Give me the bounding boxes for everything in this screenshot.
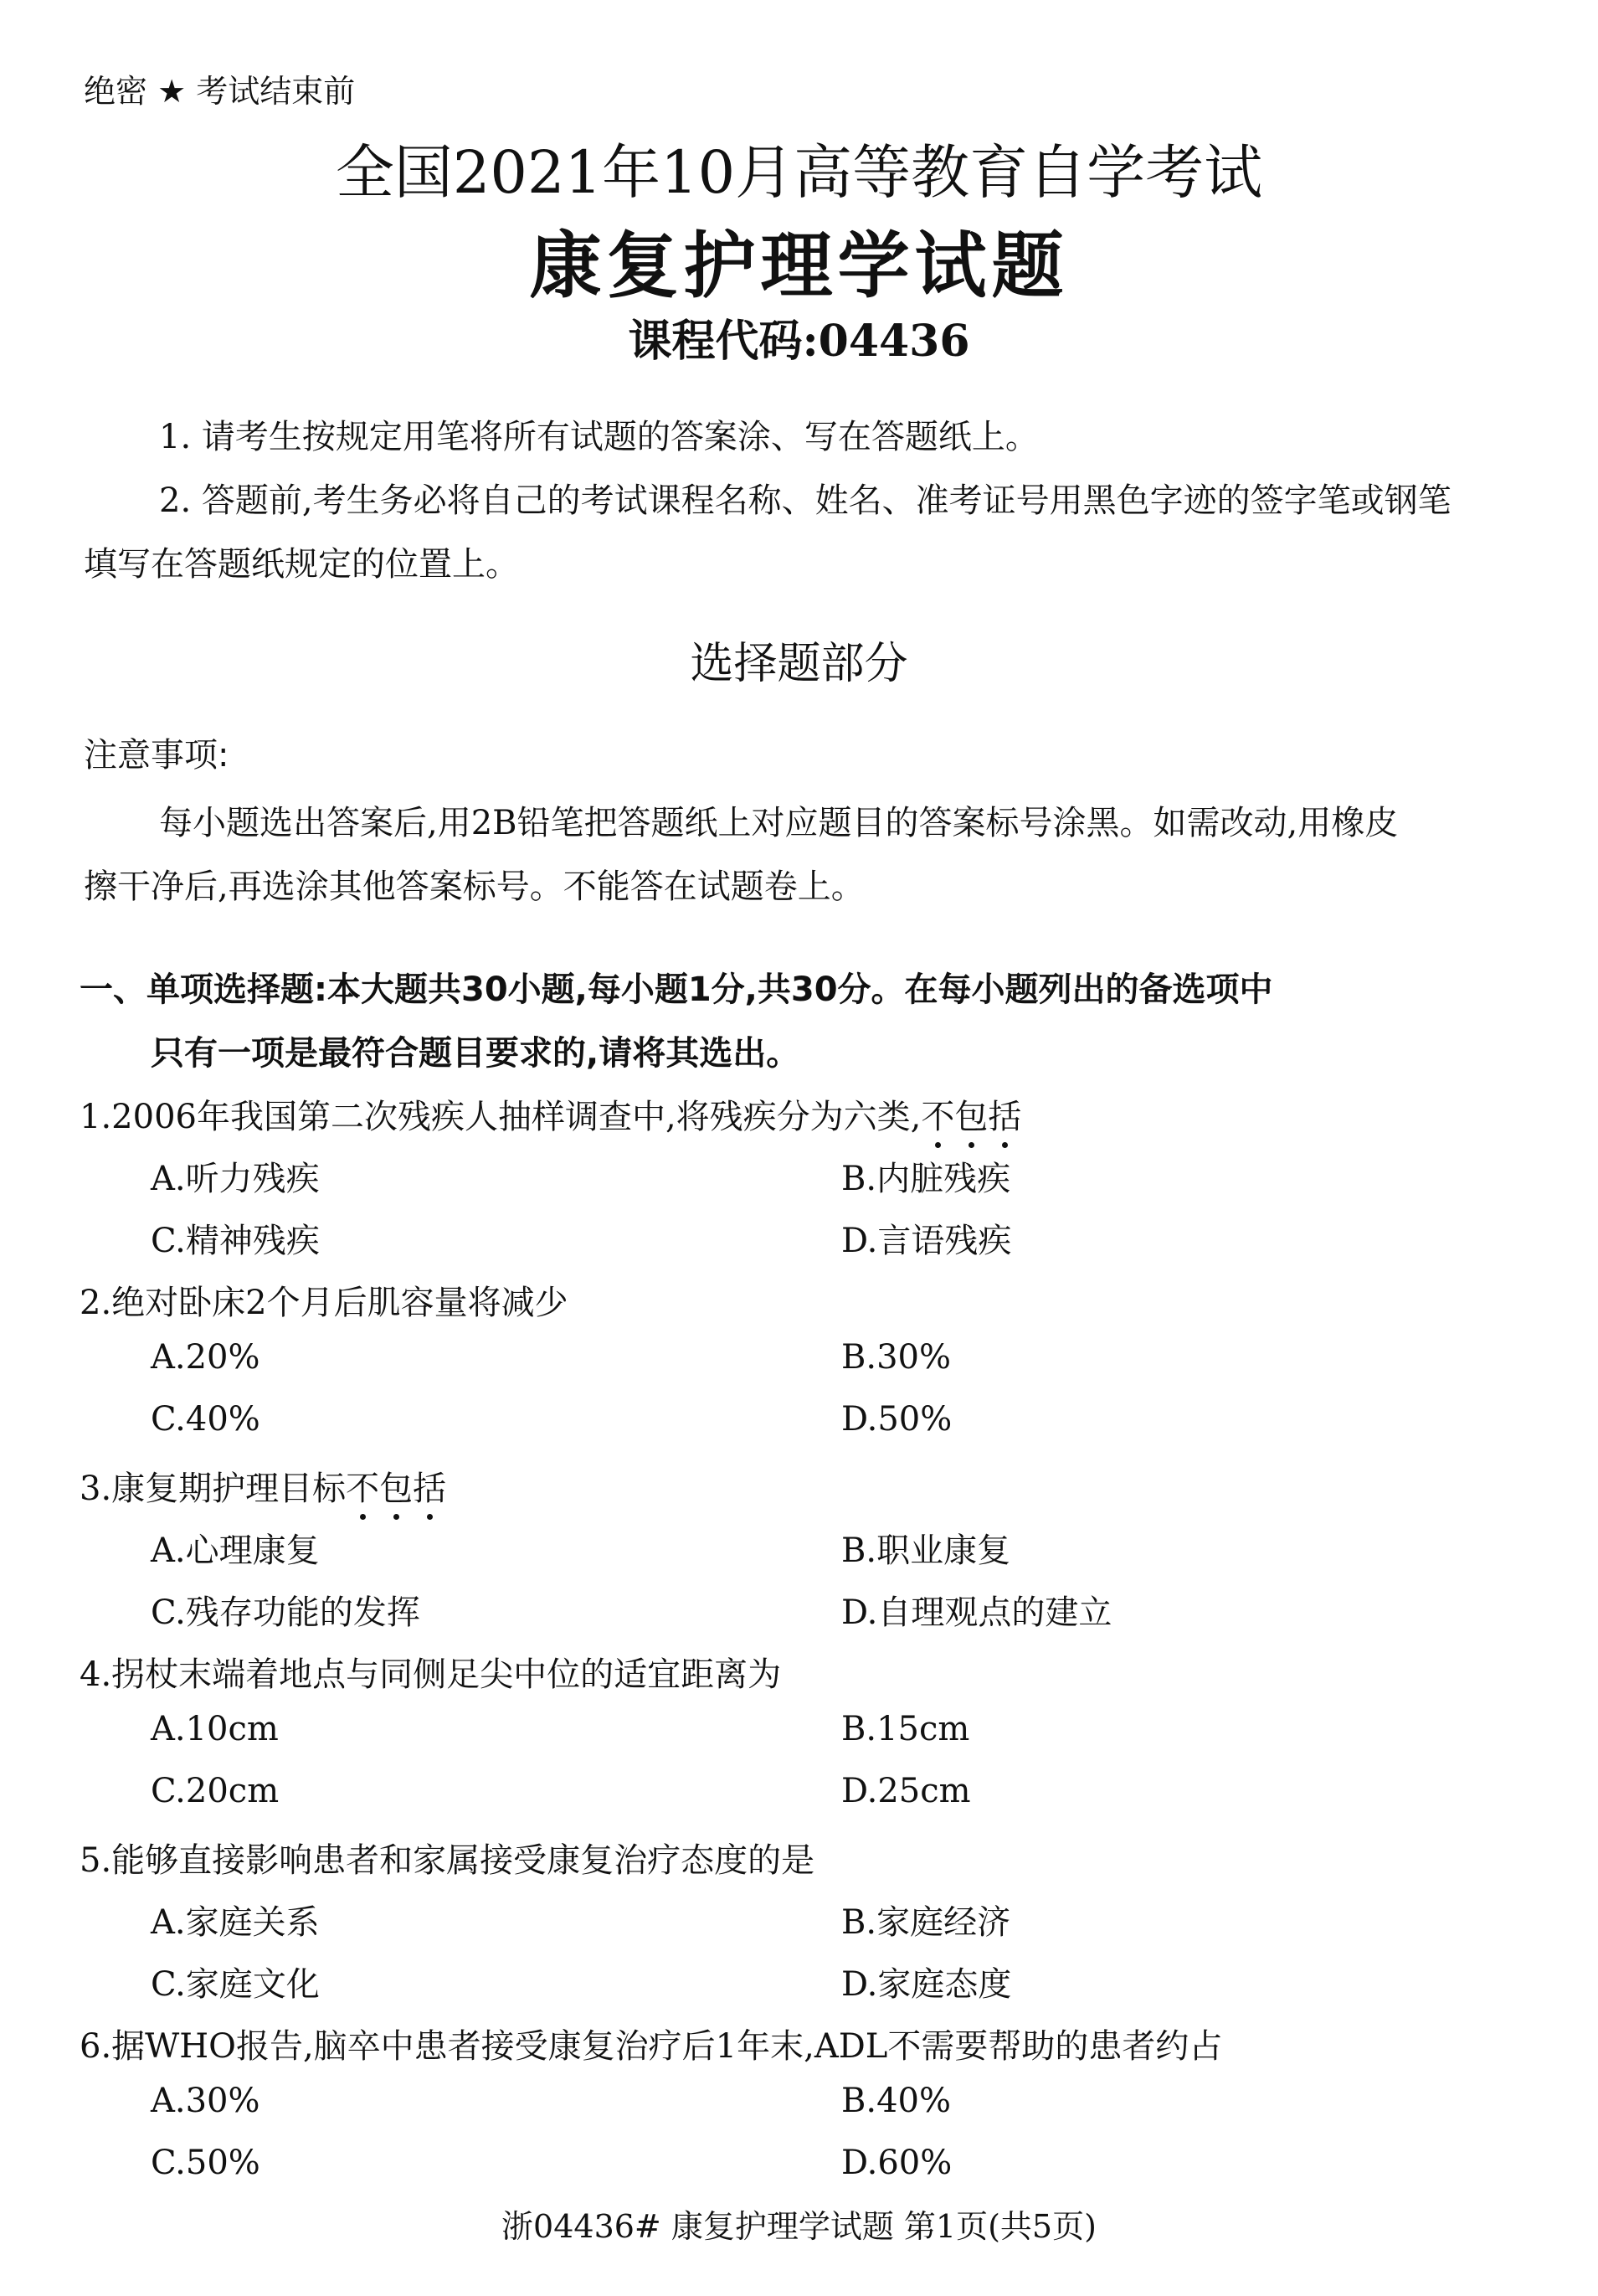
emphasis-char: 括 [988, 1090, 1021, 1138]
instruction-2-cont: 填写在答题纸规定的位置上。 [84, 545, 519, 584]
answer-option: B.职业康复 [841, 1532, 1011, 1570]
emphasis-char: 不 [346, 1462, 379, 1510]
course-code: 课程代码:04436 [628, 316, 970, 367]
question-stem [80, 1276, 568, 1324]
notice-line-1: 每小题选出答案后,用2B铅笔把答题纸上对应题目的答案标号涂黑。如需改动,用橡皮 [159, 804, 1399, 842]
answer-option: D.自理观点的建立 [841, 1593, 1112, 1632]
question-text: 5.能够直接影响患者和家属接受康复治疗态度的是 [80, 1841, 815, 1880]
question-text: 2.绝对卧床2个月后肌容量将减少 [80, 1284, 568, 1322]
question-text: 3.康复期护理目标 [80, 1470, 347, 1508]
question-stem [80, 1648, 781, 1696]
answer-option: B.40% [841, 2082, 952, 2120]
answer-option: B.15cm [841, 1710, 970, 1748]
answer-option: C.40% [151, 1400, 260, 1439]
answer-option: B.内脏残疾 [841, 1160, 1011, 1198]
answer-option: A.10cm [151, 1710, 279, 1748]
emphasis-char: 不 [921, 1090, 954, 1138]
answer-option: B.家庭经济 [841, 1903, 1011, 1942]
answer-option: C.精神残疾 [151, 1222, 320, 1260]
part-heading: 一、单项选择题:本大题共30小题,每小题1分,共30分。在每小题列出的备选项中 [80, 970, 1273, 1009]
exam-title: 全国2021年10月高等教育自学考试 [335, 138, 1263, 207]
question-text: 4.拐杖末端着地点与同侧足尖中位的适宜距离为 [80, 1655, 782, 1694]
answer-option: D.60% [841, 2144, 953, 2182]
question-stem [80, 2020, 1222, 2067]
emphasis-char: 包 [379, 1462, 413, 1510]
answer-option: D.25cm [841, 1772, 971, 1810]
answer-option: D.言语残疾 [841, 1222, 1012, 1260]
answer-option: A.心理康复 [151, 1532, 320, 1570]
notice-heading: 注意事项: [84, 736, 229, 775]
page-footer: 浙04436# 康复护理学试题 第1页(共5页) [501, 2208, 1097, 2245]
answer-option: C.残存功能的发挥 [151, 1593, 420, 1632]
section-title: 选择题部分 [690, 639, 908, 689]
part-heading-cont: 只有一项是最符合题目要求的,请将其选出。 [151, 1034, 800, 1073]
answer-option: D.50% [841, 1400, 953, 1439]
notice-line-2: 擦干净后,再选涂其他答案标号。不能答在试题卷上。 [84, 867, 865, 906]
instruction-1: 1. 请考生按规定用笔将所有试题的答案涂、写在答题纸上。 [159, 418, 1039, 456]
answer-option: A.家庭关系 [151, 1903, 320, 1942]
answer-option: C.50% [151, 2144, 260, 2182]
question-stem [80, 1462, 446, 1510]
question-text: 6.据WHO报告,脑卒中患者接受康复治疗后1年末,ADL不需要帮助的患者约占 [80, 2027, 1223, 2066]
answer-option: A.20% [151, 1338, 260, 1377]
emphasis-char: 包 [954, 1090, 988, 1138]
emphasis-char: 括 [413, 1462, 446, 1510]
answer-option: C.20cm [151, 1772, 280, 1810]
question-stem [80, 1090, 1021, 1138]
question-text: 1.2006年我国第二次残疾人抽样调查中,将残疾分为六类, [80, 1098, 922, 1136]
answer-option: A.听力残疾 [151, 1160, 320, 1198]
instruction-2: 2. 答题前,考生务必将自己的考试课程名称、姓名、准考证号用黑色字迹的签字笔或钢笔 [159, 481, 1452, 520]
confidential-mark: 绝密 ★ 考试结束前 [84, 73, 356, 110]
answer-option: C.家庭文化 [151, 1965, 320, 2004]
answer-option: A.30% [151, 2082, 260, 2120]
question-stem [80, 1834, 814, 1882]
answer-option: D.家庭态度 [841, 1965, 1012, 2004]
answer-option: B.30% [841, 1338, 952, 1377]
subject-title: 康复护理学试题 [529, 224, 1069, 308]
